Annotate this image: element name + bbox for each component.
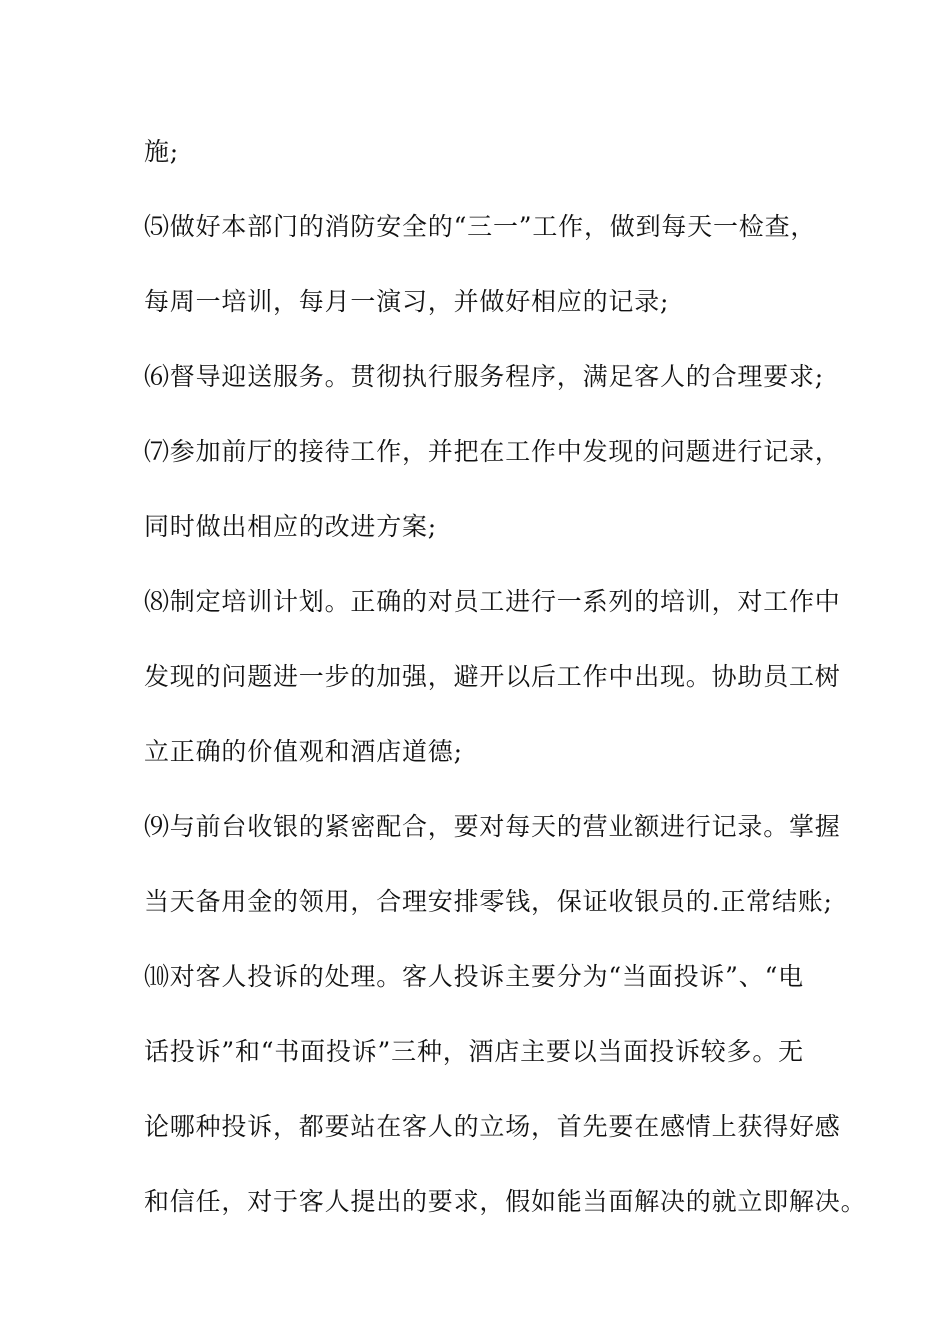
text-line: 当天备用金的领用，合理安排零钱，保证收银员的.正常结账;	[144, 887, 833, 916]
text-line: 同时做出相应的改进方案;	[144, 512, 438, 541]
text-line: 每周一培训，每月一演习，并做好相应的记录;	[144, 287, 670, 316]
text-line: 发现的问题进一步的加强，避开以后工作中出现。协助员工树	[144, 662, 841, 691]
text-line: ⑽对客人投诉的处理。客人投诉主要分为“当面投诉”、“电	[144, 962, 804, 991]
text-line: ⑼与前台收银的紧密配合，要对每天的营业额进行记录。掌握	[144, 812, 841, 841]
text-line: 立正确的价值观和酒店道德;	[144, 737, 463, 766]
text-line: 话投诉”和“书面投诉”三种，酒店主要以当面投诉较多。无	[144, 1037, 804, 1066]
text-line: ⑹督导迎送服务。贯彻执行服务程序，满足客人的合理要求;	[144, 362, 825, 391]
text-line: ⑺参加前厅的接待工作，并把在工作中发现的问题进行记录，	[144, 437, 841, 466]
text-line: 和信任，对于客人提出的要求，假如能当面解决的就立即解决。	[144, 1187, 867, 1216]
text-line: ⑻制定培训计划。正确的对员工进行一系列的培训，对工作中	[144, 587, 841, 616]
text-line: 施;	[144, 137, 180, 166]
text-line: ⑸做好本部门的消防安全的“三一”工作，做到每天一检查，	[144, 212, 817, 241]
text-line: 论哪种投诉，都要站在客人的立场，首先要在感情上获得好感	[144, 1112, 841, 1141]
